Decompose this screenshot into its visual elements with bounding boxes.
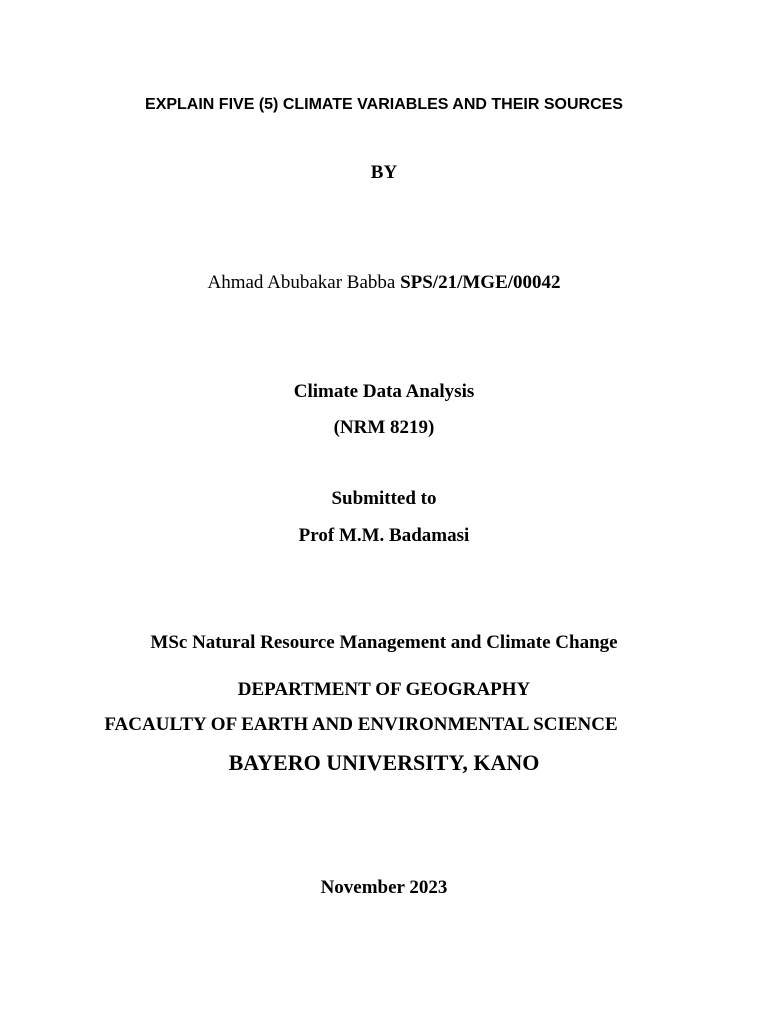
programme-name: MSc Natural Resource Management and Climate Change <box>150 632 618 653</box>
faculty-name: FACAULTY OF EARTH AND ENVIRONMENTAL SCIENCE <box>104 714 618 735</box>
by-label: BY <box>370 162 398 183</box>
author-reg-no: SPS/21/MGE/00042 <box>400 272 561 293</box>
submission-date: November 2023 <box>320 877 448 898</box>
author-name: Ahmad Abubakar Babba <box>207 272 396 293</box>
department-name: DEPARTMENT OF GEOGRAPHY <box>237 679 531 700</box>
course-code: (NRM 8219) <box>333 417 435 438</box>
document-title: EXPLAIN FIVE (5) CLIMATE VARIABLES AND THEIR SOURCES <box>145 96 623 113</box>
university-name: BAYERO UNIVERSITY, KANO <box>228 750 540 775</box>
course-name: Climate Data Analysis <box>293 381 475 402</box>
submitted-to-label: Submitted to <box>331 488 437 509</box>
supervisor-name: Prof M.M. Badamasi <box>298 525 470 546</box>
author-line <box>0 273 768 292</box>
